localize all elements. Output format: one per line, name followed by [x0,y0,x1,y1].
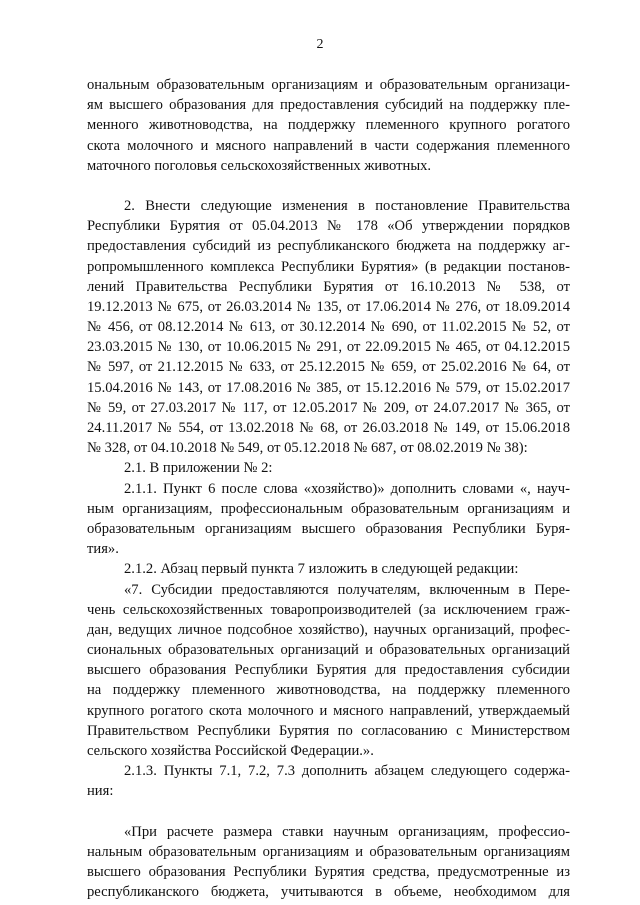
paragraph-quote-calculation [87,822,570,903]
text-line: 2.1.1. Пункт 6 после слова «хозяйство)» дополнить словами «, науч- [124,480,570,497]
text-line: сиональных образовательных организаций и образовательных организаций [87,642,570,659]
text-line: на поддержку племенного животноводства, на поддержку племенного [87,682,570,699]
text-line: менного животноводства, на поддержку племенного крупного рогатого [87,117,570,134]
paragraph-gap [87,802,570,822]
text-line: ния: [87,783,114,800]
text-line: 24.11.2017 № 554, от 13.02.2018 № 68, от 26.03.2018 № 149, от 15.06.2018 [87,420,570,436]
text-line: Республики Бурятия от 05.04.2013 № 178 «Об утверждении порядков [87,218,570,235]
text-line: дан, ведущих личное подсобное хозяйство), научных организаций, профес- [87,621,570,638]
paragraph-gap [87,176,570,196]
text-line: крупного рогатого скота молочного и мясного направлений, утверждаемый [87,702,570,719]
text-line: лений Правительства Республики Бурятия от 16.10.2013 № 538, от [87,278,570,295]
text-line: ропромышленного комплекса Республики Бурятия» (в редакции постанов- [87,258,570,275]
text-line: сельского хозяйства Российской Федерации.». [87,743,374,759]
text-line: тия». [87,541,119,558]
text-line: 2.1.3. Пункты 7.1, 7.2, 7.3 дополнить абзацем следующего содержа- [124,763,570,780]
text-line: Правительством Республики Бурятия по согласованию с Министерством [87,722,570,739]
paragraph-item-2-1 [87,458,570,478]
text-line: 2.1. В приложении № 2: [124,460,273,477]
text-line: 19.12.2013 № 675, от 26.03.2014 № 135, от 17.06.2014 № 276, от 18.09.2014 [87,298,570,315]
text-line: чень сельскохозяйственных товаропроизводителей (за исключением граж- [87,601,570,618]
paragraph-item-2 [87,196,570,458]
text-line: предоставления субсидий из республиканского бюджета на поддержку аг- [87,238,570,255]
text-line: № 59, от 27.03.2017 № 117, от 12.05.2017 № 209, от 24.07.2017 № 365, от [87,399,570,416]
text-line: маточного поголовья сельскохозяйственных животных. [87,157,432,174]
text-line: ональным образовательным организациям и образовательным организаци- [87,77,570,93]
paragraph-continuation [87,75,570,176]
text-line: «При расчете размера ставки научным организациям, професcио- [124,823,570,840]
paragraph-item-2-1-3 [87,761,570,801]
text-line: ным организациям, профессиональным образовательным организациям и [87,500,570,517]
text-line: республиканского бюджета, учитываются в объеме, необходимом для [87,884,570,901]
paragraph-item-2-1-1 [87,479,570,560]
text-line: ям высшего образования для предоставления субсидий на поддержку пле- [87,97,570,114]
text-line: № 456, от 08.12.2014 № 613, от 30.12.2014 № 690, от 11.02.2015 № 52, от [87,319,570,336]
text-line: 2. Внести следующие изменения в постановление Правительства [124,197,570,214]
paragraph-item-2-1-2 [87,559,570,579]
text-line: 23.03.2015 № 130, от 10.06.2015 № 291, от 22.09.2015 № 465, от 04.12.2015 [87,339,570,356]
text-line: высшего образования Республики Бурятия средства, предусмотренные из [87,863,570,880]
paragraph-quote-item-7 [87,580,570,762]
text-line: № 328, от 04.10.2018 № 549, от 05.12.2018 № 687, от 08.02.2019 № 38): [87,440,528,457]
text-line: нальным образовательным организациям и образовательным организациям [87,843,570,860]
page-number: 2 [316,37,324,52]
text-line: 2.1.2. Абзац первый пункта 7 изложить в следующей редакции: [124,561,519,578]
text-line: высшего образования Республики Бурятия для предоставления субсидии [87,662,570,679]
text-line: скота молочного и мясного направлений в части содержания племенного [87,137,570,154]
text-line: 15.04.2016 № 143, от 17.08.2016 № 385, от 15.12.2016 № 579, от 15.02.2017 [87,379,570,396]
document-body [87,75,570,902]
text-line: «7. Субсидии предоставляются получателям, включенным в Пере- [124,581,570,598]
text-line: № 597, от 21.12.2015 № 633, от 25.12.2015 № 659, от 25.02.2016 № 64, от [87,359,570,376]
text-line: образовательным организациям высшего образования Республики Буря- [87,520,570,537]
